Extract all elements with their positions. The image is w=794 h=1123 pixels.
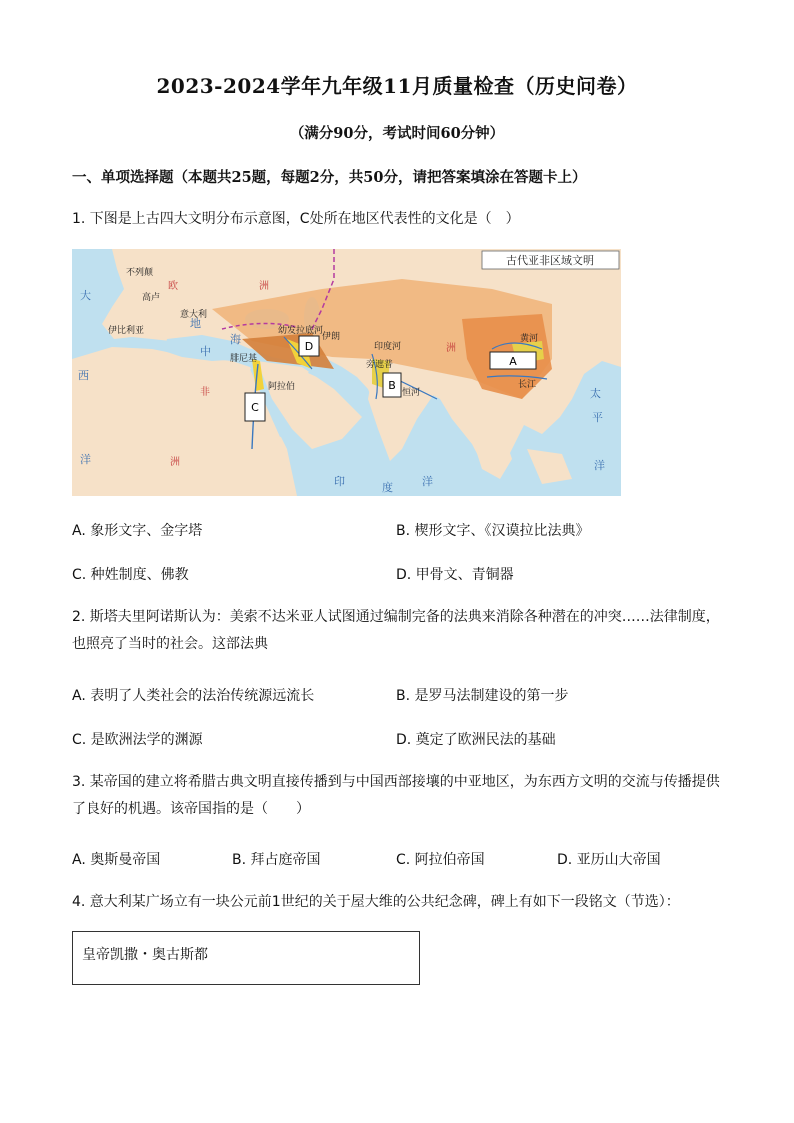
page-title: 2023-2024学年九年级11月质量检查（历史问卷）	[156, 74, 638, 98]
inscription-box	[72, 931, 420, 985]
label-africa-2: 洲	[170, 457, 180, 468]
label-pacific-3: 洋	[594, 459, 605, 472]
question-3-stem: 3. 某帝国的建立将希腊古典文明直接传播到与中国西部接壤的中亚地区，为东西方文明的交流与传播提供了良好的机遇。该帝国指的是（ ）	[72, 774, 720, 817]
ancient-civilizations-map	[72, 249, 621, 496]
question-2-stem: 2. 斯塔夫里阿诺斯认为：美索不达米亚人试图通过编制完备的法典来消除各种潜在的冲突……法律制度，也照亮了当时的社会。这部法典	[72, 609, 720, 652]
label-britain: 不列颠	[126, 268, 154, 278]
label-euphrates: 幼发拉底河	[278, 326, 324, 336]
label-pacific-2: 平	[592, 411, 603, 424]
q2-option-d[interactable]: D. 奠定了欧洲民法的基础	[396, 732, 556, 748]
q2-option-b[interactable]: B. 是罗马法制建设的第一步	[396, 688, 569, 704]
q3-option-a[interactable]: A. 奥斯曼帝国	[72, 852, 161, 868]
map-title: 古代亚非区域文明	[506, 254, 594, 267]
label-africa-1: 非	[200, 387, 210, 398]
q3-option-c[interactable]: C. 阿拉伯帝国	[396, 852, 485, 868]
label-arabia: 阿拉伯	[268, 382, 296, 392]
q3-option-b[interactable]: B. 拜占庭帝国	[232, 852, 321, 868]
question-1-stem: 1. 下图是上古四大文明分布示意图，C处所在地区代表性的文化是（ ）	[72, 211, 520, 227]
section-heading: 一、单项选择题（本题共25题，每题2分，共50分，请把答案填涂在答题卡上）	[72, 169, 587, 186]
label-indian-1: 印	[334, 475, 345, 488]
label-med-3: 海	[230, 333, 241, 346]
label-punjab: 旁遮普	[366, 360, 394, 370]
inscription-text: 皇帝凯撒・奥古斯都	[82, 947, 208, 963]
label-iran: 伊朗	[322, 332, 341, 342]
label-europe-1: 欧	[168, 281, 178, 292]
label-atlantic-1: 大	[80, 289, 91, 302]
label-pacific-1: 太	[590, 387, 601, 400]
label-asia: 洲	[446, 343, 456, 354]
q2-option-a[interactable]: A. 表明了人类社会的法治传统源远流长	[72, 688, 315, 704]
marker-b: B	[388, 379, 396, 392]
label-atlantic-2: 西	[78, 369, 89, 382]
marker-d: D	[304, 340, 314, 353]
label-indian-2: 度	[382, 481, 393, 494]
label-italy: 意大利	[180, 310, 208, 320]
label-europe-2: 洲	[259, 281, 269, 292]
exam-info: （满分90分，考试时间60分钟）	[289, 125, 505, 142]
label-med-2: 中	[200, 345, 211, 358]
q1-option-d[interactable]: D. 甲骨文、青铜器	[396, 567, 514, 583]
q3-option-d[interactable]: D. 亚历山大帝国	[557, 852, 661, 868]
q2-option-c[interactable]: C. 是欧洲法学的渊源	[72, 732, 203, 748]
label-med-1: 地	[190, 317, 201, 330]
label-phoenicia: 腓尼基	[230, 354, 258, 364]
label-yangtze: 长江	[518, 380, 537, 390]
label-yellow-river: 黄河	[520, 334, 539, 344]
label-atlantic-3: 洋	[80, 453, 91, 466]
label-ganges: 恒河	[402, 388, 421, 398]
question-4-stem: 4. 意大利某广场立有一块公元前1世纪的关于屋大维的公共纪念碑，碑上有如下一段铭文（节选）：	[72, 894, 680, 910]
label-indus: 印度河	[374, 342, 402, 352]
q1-option-b[interactable]: B. 楔形文字、《汉谟拉比法典》	[396, 523, 590, 539]
marker-a: A	[509, 355, 517, 368]
label-indian-3: 洋	[422, 475, 433, 488]
marker-c: C	[251, 401, 259, 414]
label-gaul: 高卢	[142, 293, 161, 303]
q1-option-a[interactable]: A. 象形文字、金字塔	[72, 523, 203, 539]
label-iberia: 伊比利亚	[108, 326, 145, 336]
q1-option-c[interactable]: C. 种姓制度、佛教	[72, 567, 189, 583]
